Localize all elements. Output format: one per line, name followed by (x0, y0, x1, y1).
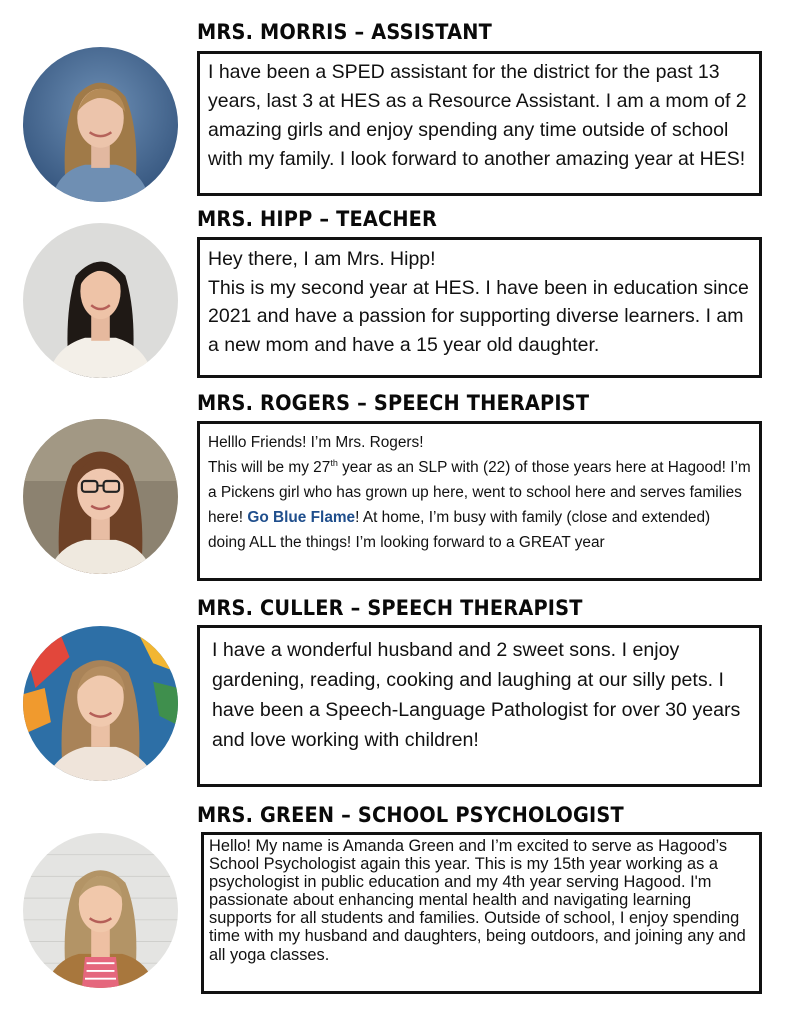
culler-heading: MRS. CULLER – SPEECH THERAPIST (197, 596, 583, 620)
morris-bio: I have been a SPED assistant for the district for the past 13 years, last 3 at HES as a Resource Assistant. I am a mom of 2 amazing girls and enjoy spending any time outside of school with my family. I look forward to another amazing year at HES! (208, 61, 747, 170)
hipp-bio-box (197, 237, 762, 378)
rogers-photo (23, 419, 178, 574)
green-bio-box (201, 832, 762, 994)
rogers-heading: MRS. ROGERS – SPEECH THERAPIST (197, 391, 590, 415)
morris-heading: MRS. MORRIS – ASSISTANT (197, 20, 492, 44)
rogers-bio-box (197, 421, 762, 581)
rogers-bio-line1: Helllo Friends! I’m Mrs. Rogers! (208, 434, 424, 451)
rogers-bio-part1: This will be my 27 (208, 459, 331, 476)
hipp-bio-line2: This is my second year at HES. I have been in education since 2021 and have a passion for supporting diverse learners. I am a new mom and have a 15 year old daughter. (208, 276, 749, 356)
green-bio: Hello! My name is Amanda Green and I’m excited to serve as Hagood’s School Psychologist again this year. This is my 15th year working as a psychologist in public education and my 4th year serving Hagood. I'm passionate about enhancing mental health and navigating learning supports for all students and families. Outside of school, I enjoy spending time with my husband and daughters, being outdoors, and joining any and all yoga classes. (209, 837, 746, 964)
green-heading: MRS. GREEN – SCHOOL PSYCHOLOGIST (197, 803, 624, 827)
hipp-photo (23, 223, 178, 378)
rogers-bio-part3: ! At home, I’m busy with family (close and extended) doing ALL the things! I’m looking forward to a GREAT year (208, 509, 711, 551)
rogers-bio-body (208, 455, 751, 555)
rogers-bio-part2: year as an SLP with (22) of those years here at Hagood! I’m a Pickens girl who has grown up here, went to school here and serves families here! (208, 459, 751, 526)
culler-photo (23, 626, 178, 781)
culler-bio: I have a wonderful husband and 2 sweet sons. I enjoy gardening, reading, cooking and laughing at our silly pets. I have been a Speech-Language Pathologist for over 30 years and love working with children! (212, 639, 741, 751)
hipp-bio-line1: Hey there, I am Mrs. Hipp! (208, 248, 436, 270)
rogers-bio-highlight: Go Blue Flame (247, 509, 356, 526)
culler-bio-box (197, 625, 762, 787)
rogers-bio-sup: th (330, 457, 338, 468)
green-photo (23, 833, 178, 988)
hipp-heading: MRS. HIPP – TEACHER (197, 207, 438, 231)
morris-bio-box (197, 51, 762, 196)
morris-photo (23, 47, 178, 202)
